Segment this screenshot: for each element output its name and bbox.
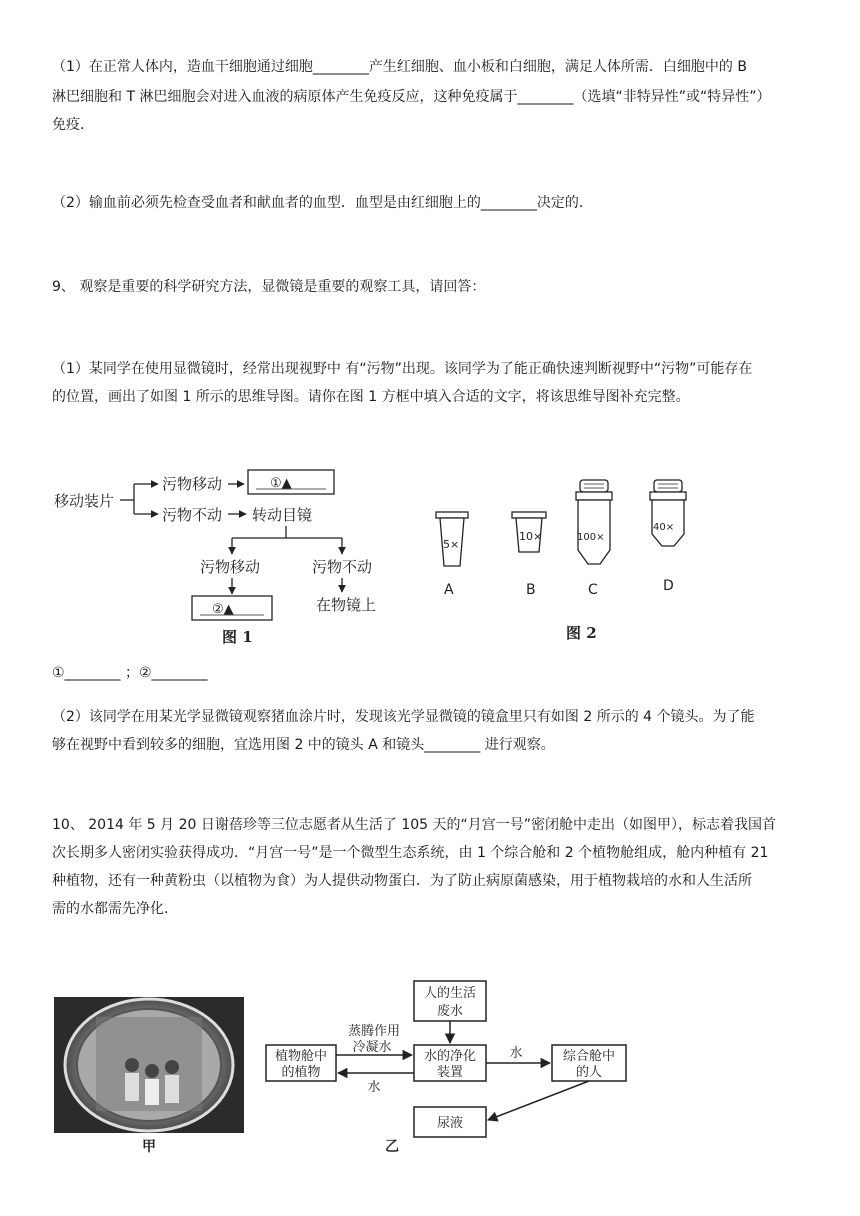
box-urine-label: 尿液: [436, 1116, 464, 1131]
lens-b-letter: B: [526, 582, 536, 598]
fig1-caption: 图 1: [222, 628, 253, 646]
fig1-branch-still: 污物不动: [162, 506, 223, 524]
q9-part1-line1: （1）某同学在使用显微镜时，经常出现视野中 有“污物”出现。该同学为了能正确快速判断视野中“污物”可能存在: [52, 361, 753, 377]
box-purify-label-2: 装置: [436, 1065, 464, 1080]
lens-a-mark: 5×: [443, 538, 460, 551]
photo-jia: [54, 997, 244, 1155]
q9-stem: 9、 观察是重要的科学研究方法，显微镜是重要的观察工具，请回答：: [52, 279, 486, 295]
fig1-start: 移动装片: [54, 492, 115, 510]
q8-part1-line2: 淋巴细胞和 T 淋巴细胞会对进入血液的病原体产生免疫反应，这种免疫属于________（选填“非特异性”或“特异性”）: [52, 89, 771, 105]
box-purify-label-1: 水的净化: [423, 1049, 477, 1064]
lens-d: [650, 480, 686, 594]
q9-answer-line: ①________ ；②________: [52, 665, 208, 681]
q9-part2-line1: （2）该同学在用某光学显微镜观察猪血涂片时，发现该光学显微镜的镜盒里只有如图 2 所示的 4 个镜头。为了能: [52, 709, 755, 725]
box-humans-label-2: 的人: [575, 1065, 603, 1080]
lens-c: [576, 480, 612, 598]
person-3-icon: [165, 1060, 179, 1074]
box-plants-label-1: 植物舱中: [274, 1049, 328, 1064]
label-evap-1: 蒸腾作用: [347, 1024, 401, 1039]
q10-line1: 10、 2014 年 5 月 20 日谢蓓珍等三位志愿者从生活了 105 天的“月宫一号”密闭舱中走出（如图甲），标志着我国首: [52, 817, 776, 833]
q10-line3: 种植物，还有一种黄粉虫（以植物为食）为人提供动物蛋白．为了防止病原菌感染，用于植物栽培的水和人生活所: [52, 873, 752, 889]
photo-jia-caption: 甲: [142, 1139, 156, 1155]
fig2-caption: 图 2: [566, 624, 597, 642]
label-water-back: 水: [367, 1080, 381, 1095]
diagram-yi: [266, 981, 626, 1155]
fig1-branch-move: 污物移动: [162, 475, 223, 493]
diagram-yi-caption: 乙: [385, 1139, 399, 1155]
figure-2-lenses: [436, 480, 686, 642]
lens-d-letter: D: [663, 578, 674, 594]
fig1-conclusion: 在物镜上: [316, 596, 377, 614]
box-waste-water-label-2: 废水: [436, 1004, 464, 1019]
q10-figures: [0, 975, 860, 1165]
lens-b-mark: 10×: [519, 530, 543, 543]
fig1-sub-move: 污物移动: [200, 558, 261, 576]
lens-c-letter: C: [588, 582, 598, 598]
box-plants-label-2: 的植物: [281, 1065, 321, 1080]
q9-part1-line2: 的位置，画出了如图 1 所示的思维导图。请你在图 1 方框中填入合适的文字，将该思维导图补充完整。: [52, 389, 690, 405]
label-water-right: 水: [509, 1046, 523, 1061]
fig1-box2-label: ②▲: [212, 602, 234, 617]
label-evap-2: 冷凝水: [352, 1040, 392, 1055]
fig1-box1-label: ①▲: [270, 476, 292, 491]
q10-line4: 需的水都需先净化．: [52, 901, 178, 917]
lens-a: [436, 512, 468, 598]
fig1-rotate-eyepiece: 转动目镜: [252, 506, 313, 524]
person-1-icon: [125, 1058, 139, 1072]
q8-part2: （2）输血前必须先检查受血者和献血者的血型．血型是由红细胞上的________决定的．: [52, 195, 593, 211]
figure-1-mind-map: [54, 470, 376, 646]
lens-b: [512, 512, 546, 598]
q9-figures: [0, 440, 860, 660]
q10-line2: 次长期多人密闭实验获得成功．“月宫一号”是一个微型生态系统，由 1 个综合舱和 2 个植物舱组成，舱内种植有 21: [52, 845, 769, 861]
lens-c-mark: 100×: [577, 532, 605, 543]
box-humans-label-1: 综合舱中: [562, 1049, 616, 1064]
q8-part1-line3: 免疫．: [52, 117, 94, 133]
q8-part1-line1: （1）在正常人体内，造血干细胞通过细胞________产生红细胞、血小板和白细胞，满足人体所需．白细胞中的 B: [52, 59, 747, 75]
lens-d-mark: 40×: [653, 522, 675, 533]
q9-part2-line2: 够在视野中看到较多的细胞，宜选用图 2 中的镜头 A 和镜头________ 进行观察。: [52, 737, 555, 753]
lens-a-letter: A: [444, 582, 454, 598]
person-2-icon: [145, 1064, 159, 1078]
fig1-sub-still: 污物不动: [312, 558, 373, 576]
box-waste-water-label-1: 人的生活: [423, 986, 477, 1001]
